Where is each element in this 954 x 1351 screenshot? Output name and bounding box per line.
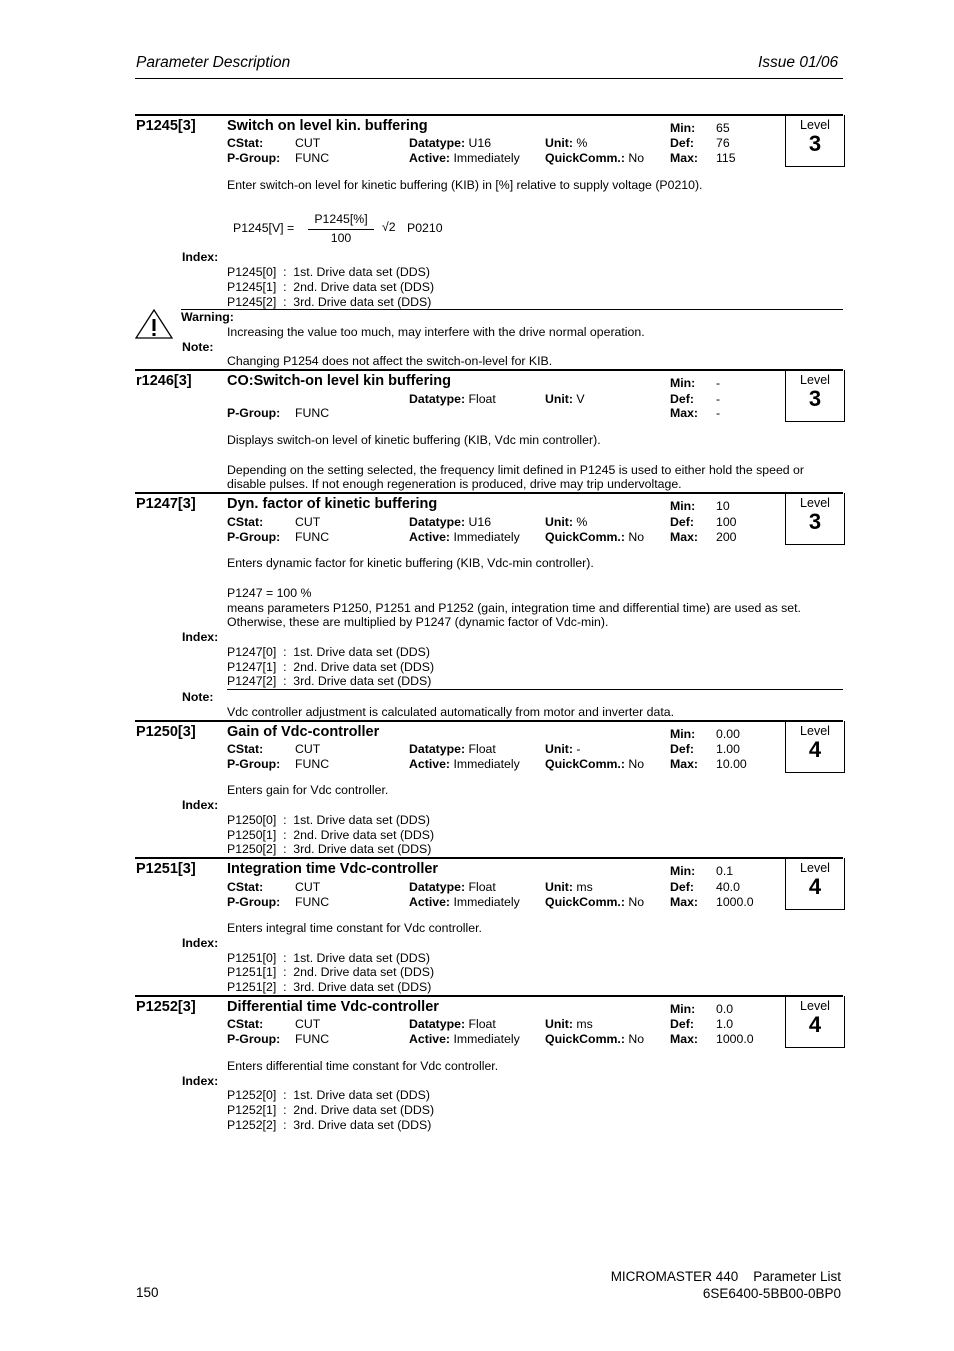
quickcomm-label: QuickComm.: <box>545 895 625 909</box>
def-value: - <box>716 392 721 406</box>
active-label: Active: <box>409 151 451 165</box>
block-rule <box>135 857 843 859</box>
header-rule <box>135 78 843 79</box>
quickcomm-field <box>545 1032 644 1046</box>
param-title: Differential time Vdc-controller <box>227 999 439 1015</box>
index-item: P1250[1] : 2nd. Drive data set (DDS) <box>227 828 435 842</box>
param-description: Enters integral time constant for Vdc controller. <box>227 921 482 935</box>
def-label: Def: <box>670 515 694 529</box>
datatype-field <box>409 880 496 894</box>
quickcomm-value: No <box>628 151 645 165</box>
block-rule <box>135 995 843 997</box>
def-value: 1.0 <box>716 1017 734 1031</box>
active-value: Immediately <box>453 151 520 165</box>
section-rule <box>227 689 843 690</box>
max-value: 115 <box>716 151 736 165</box>
unit-value: - <box>576 742 581 756</box>
max-value: 10.00 <box>716 757 747 771</box>
level-box <box>785 115 845 167</box>
min-label: Min: <box>670 1002 696 1016</box>
quickcomm-value: No <box>628 757 645 771</box>
unit-field <box>545 392 585 406</box>
max-label: Max: <box>670 1032 699 1046</box>
datatype-value: Float <box>468 742 496 756</box>
min-label: Min: <box>670 376 696 390</box>
index-label: Index: <box>182 798 219 812</box>
block-rule <box>135 369 843 371</box>
level-value: 3 <box>808 509 822 534</box>
header-issue: Issue 01/06 <box>758 54 839 71</box>
quickcomm-value: No <box>628 1032 645 1046</box>
level-box <box>785 721 845 773</box>
param-id: P1247[3] <box>136 496 196 512</box>
param-title: Dyn. factor of kinetic buffering <box>227 496 438 512</box>
index-item: P1252[0] : 1st. Drive data set (DDS) <box>227 1088 430 1102</box>
unit-label: Unit: <box>545 880 573 894</box>
datatype-field <box>409 742 496 756</box>
cstat-value: CUT <box>295 136 321 150</box>
param-description: Enters dynamic factor for kinetic buffering (KIB, Vdc-min controller). <box>227 556 594 570</box>
note-text: Changing P1254 does not affect the switch-on-level for KIB. <box>227 354 553 368</box>
formula-lhs: P1245[V] = <box>233 221 295 235</box>
active-label: Active: <box>409 530 451 544</box>
note-text: Vdc controller adjustment is calculated automatically from motor and inverter data. <box>227 705 674 719</box>
index-item: P1247[2] : 3rd. Drive data set (DDS) <box>227 674 432 688</box>
datatype-label: Datatype: <box>409 880 466 894</box>
cstat-label: CStat: <box>227 1017 264 1031</box>
formula-rhs: P0210 <box>407 221 443 235</box>
block-rule <box>135 720 843 722</box>
active-field <box>409 1032 520 1046</box>
datatype-field <box>409 392 496 406</box>
datatype-value: Float <box>468 392 496 406</box>
datatype-label: Datatype: <box>409 392 466 406</box>
param-title: Gain of Vdc-controller <box>227 724 380 740</box>
footer-order-number: 6SE6400-5BB00-0BP0 <box>702 1286 841 1301</box>
index-item: P1252[1] : 2nd. Drive data set (DDS) <box>227 1103 435 1117</box>
level-value: 4 <box>808 1012 822 1037</box>
quickcomm-label: QuickComm.: <box>545 1032 625 1046</box>
param-title: Integration time Vdc-controller <box>227 861 439 877</box>
unit-value: ms <box>576 880 593 894</box>
pgroup-label: P-Group: <box>227 530 281 544</box>
min-label: Min: <box>670 121 696 135</box>
def-value: 100 <box>716 515 737 529</box>
index-item: P1245[1] : 2nd. Drive data set (DDS) <box>227 280 435 294</box>
min-value: 0.1 <box>716 864 734 878</box>
quickcomm-field <box>545 895 644 909</box>
index-item: P1251[1] : 2nd. Drive data set (DDS) <box>227 965 435 979</box>
min-label: Min: <box>670 499 696 513</box>
max-value: 1000.0 <box>716 895 754 909</box>
pgroup-value: FUNC <box>295 757 330 771</box>
max-value: 200 <box>716 530 737 544</box>
datatype-label: Datatype: <box>409 742 466 756</box>
warning-triangle-icon <box>135 309 173 339</box>
datatype-value: Float <box>468 880 496 894</box>
max-value: - <box>716 406 721 420</box>
cstat-value: CUT <box>295 515 321 529</box>
min-value: 65 <box>716 121 730 135</box>
max-label: Max: <box>670 406 699 420</box>
unit-field <box>545 880 593 894</box>
def-label: Def: <box>670 880 694 894</box>
level-box <box>785 858 845 910</box>
datatype-label: Datatype: <box>409 1017 466 1031</box>
datatype-value: U16 <box>468 515 492 529</box>
active-label: Active: <box>409 1032 451 1046</box>
level-label: Level <box>800 373 830 387</box>
level-value: 4 <box>808 737 822 762</box>
param-id: P1250[3] <box>136 724 196 740</box>
fraction-bar <box>308 229 374 230</box>
pgroup-value: FUNC <box>295 151 330 165</box>
def-value: 1.00 <box>716 742 740 756</box>
datatype-field <box>409 1017 496 1031</box>
min-value: 0.00 <box>716 727 740 741</box>
quickcomm-field <box>545 530 644 544</box>
quickcomm-value: No <box>628 895 645 909</box>
pgroup-value: FUNC <box>295 895 330 909</box>
level-label: Level <box>800 118 830 132</box>
pgroup-value: FUNC <box>295 1032 330 1046</box>
param-description: Enter switch-on level for kinetic buffering (KIB) in [%] relative to supply voltage (P0210). <box>227 178 703 192</box>
max-label: Max: <box>670 530 699 544</box>
min-value: 10 <box>716 499 730 513</box>
level-label: Level <box>800 999 830 1013</box>
index-item: P1247[0] : 1st. Drive data set (DDS) <box>227 645 430 659</box>
unit-field <box>545 515 587 529</box>
pgroup-value: FUNC <box>295 530 330 544</box>
active-label: Active: <box>409 757 451 771</box>
quickcomm-field <box>545 757 644 771</box>
param-description: P1247 = 100 % <box>227 586 312 600</box>
formula-root: √2 <box>382 220 396 234</box>
def-value: 40.0 <box>716 880 740 894</box>
level-label: Level <box>800 496 830 510</box>
level-label: Level <box>800 724 830 738</box>
active-label: Active: <box>409 895 451 909</box>
quickcomm-value: No <box>628 530 645 544</box>
index-item: P1250[2] : 3rd. Drive data set (DDS) <box>227 842 432 856</box>
active-field <box>409 530 520 544</box>
active-field <box>409 895 520 909</box>
cstat-value: CUT <box>295 742 321 756</box>
cstat-label: CStat: <box>227 136 264 150</box>
block-rule <box>135 492 843 494</box>
active-value: Immediately <box>453 530 520 544</box>
datatype-field <box>409 136 491 150</box>
index-label: Index: <box>182 250 219 264</box>
index-item: P1247[1] : 2nd. Drive data set (DDS) <box>227 660 435 674</box>
unit-label: Unit: <box>545 136 573 150</box>
level-value: 3 <box>808 386 822 411</box>
unit-field <box>545 742 581 756</box>
cstat-label: CStat: <box>227 880 264 894</box>
max-label: Max: <box>670 895 699 909</box>
quickcomm-label: QuickComm.: <box>545 151 625 165</box>
index-item: P1251[2] : 3rd. Drive data set (DDS) <box>227 980 432 994</box>
index-label: Index: <box>182 936 219 950</box>
def-label: Def: <box>670 392 694 406</box>
param-id: r1246[3] <box>136 373 192 389</box>
footer-product: MICROMASTER 440 Parameter List <box>610 1269 841 1284</box>
section-rule <box>181 309 843 310</box>
note-label: Note: <box>182 690 214 704</box>
pgroup-label: P-Group: <box>227 1032 281 1046</box>
unit-label: Unit: <box>545 515 573 529</box>
level-label: Level <box>800 861 830 875</box>
param-description: Enters gain for Vdc controller. <box>227 783 389 797</box>
cstat-label: CStat: <box>227 515 264 529</box>
unit-value: % <box>576 136 588 150</box>
active-value: Immediately <box>453 757 520 771</box>
param-description: Otherwise, these are multiplied by P1247 (dynamic factor of Vdc-min). <box>227 615 609 629</box>
datatype-field <box>409 515 491 529</box>
def-label: Def: <box>670 742 694 756</box>
param-description: Displays switch-on level of kinetic buffering (KIB, Vdc min controller). <box>227 433 601 447</box>
max-label: Max: <box>670 151 699 165</box>
unit-value: ms <box>576 1017 593 1031</box>
min-label: Min: <box>670 864 696 878</box>
active-value: Immediately <box>453 895 520 909</box>
unit-value: V <box>576 392 585 406</box>
index-item: P1245[0] : 1st. Drive data set (DDS) <box>227 265 430 279</box>
quickcomm-label: QuickComm.: <box>545 530 625 544</box>
block-rule <box>135 114 843 116</box>
quickcomm-label: QuickComm.: <box>545 757 625 771</box>
datatype-value: Float <box>468 1017 496 1031</box>
formula-numerator: P1245[%] <box>314 212 368 226</box>
pgroup-label: P-Group: <box>227 406 281 420</box>
param-title: CO:Switch-on level kin buffering <box>227 373 451 389</box>
param-description: Enters differential time constant for Vdc controller. <box>227 1059 499 1073</box>
index-item: P1245[2] : 3rd. Drive data set (DDS) <box>227 295 432 309</box>
active-field <box>409 757 520 771</box>
pgroup-label: P-Group: <box>227 895 281 909</box>
param-title: Switch on level kin. buffering <box>227 118 428 134</box>
active-value: Immediately <box>453 1032 520 1046</box>
datatype-label: Datatype: <box>409 136 466 150</box>
unit-label: Unit: <box>545 742 573 756</box>
cstat-value: CUT <box>295 880 321 894</box>
cstat-value: CUT <box>295 1017 321 1031</box>
pgroup-label: P-Group: <box>227 757 281 771</box>
level-value: 3 <box>808 131 822 156</box>
header-title: Parameter Description <box>136 54 291 71</box>
max-label: Max: <box>670 757 699 771</box>
def-label: Def: <box>670 136 694 150</box>
min-label: Min: <box>670 727 696 741</box>
active-field <box>409 151 520 165</box>
param-id: P1252[3] <box>136 999 196 1015</box>
level-box <box>785 493 845 545</box>
index-label: Index: <box>182 1074 219 1088</box>
quickcomm-field <box>545 151 644 165</box>
warning-label: Warning: <box>181 310 234 324</box>
min-value: - <box>716 376 721 390</box>
datatype-label: Datatype: <box>409 515 466 529</box>
min-value: 0.0 <box>716 1002 734 1016</box>
param-description: Depending on the setting selected, the frequency limit defined in P1245 is used to either hold the speed or <box>227 463 804 477</box>
index-item: P1250[0] : 1st. Drive data set (DDS) <box>227 813 430 827</box>
unit-value: % <box>576 515 588 529</box>
pgroup-value: FUNC <box>295 406 330 420</box>
level-box <box>785 996 845 1048</box>
formula-denominator: 100 <box>330 231 352 245</box>
param-id: P1245[3] <box>136 118 196 134</box>
unit-field <box>545 1017 593 1031</box>
param-description: means parameters P1250, P1251 and P1252 (gain, integration time and differential time) are used as set. <box>227 601 801 615</box>
datatype-value: U16 <box>468 136 492 150</box>
note-label: Note: <box>182 340 214 354</box>
cstat-label: CStat: <box>227 742 264 756</box>
unit-field <box>545 136 587 150</box>
param-id: P1251[3] <box>136 861 196 877</box>
warning-text: Increasing the value too much, may interfere with the drive normal operation. <box>227 325 645 339</box>
page-number: 150 <box>136 1285 159 1300</box>
index-item: P1252[2] : 3rd. Drive data set (DDS) <box>227 1118 432 1132</box>
def-label: Def: <box>670 1017 694 1031</box>
level-box <box>785 370 845 422</box>
level-value: 4 <box>808 874 822 899</box>
unit-label: Unit: <box>545 392 573 406</box>
index-label: Index: <box>182 630 219 644</box>
param-description: disable pulses. If not enough regeneration is produced, drive may trip undervoltage. <box>227 477 682 491</box>
def-value: 76 <box>716 136 730 150</box>
unit-label: Unit: <box>545 1017 573 1031</box>
index-item: P1251[0] : 1st. Drive data set (DDS) <box>227 951 430 965</box>
pgroup-label: P-Group: <box>227 151 281 165</box>
max-value: 1000.0 <box>716 1032 754 1046</box>
